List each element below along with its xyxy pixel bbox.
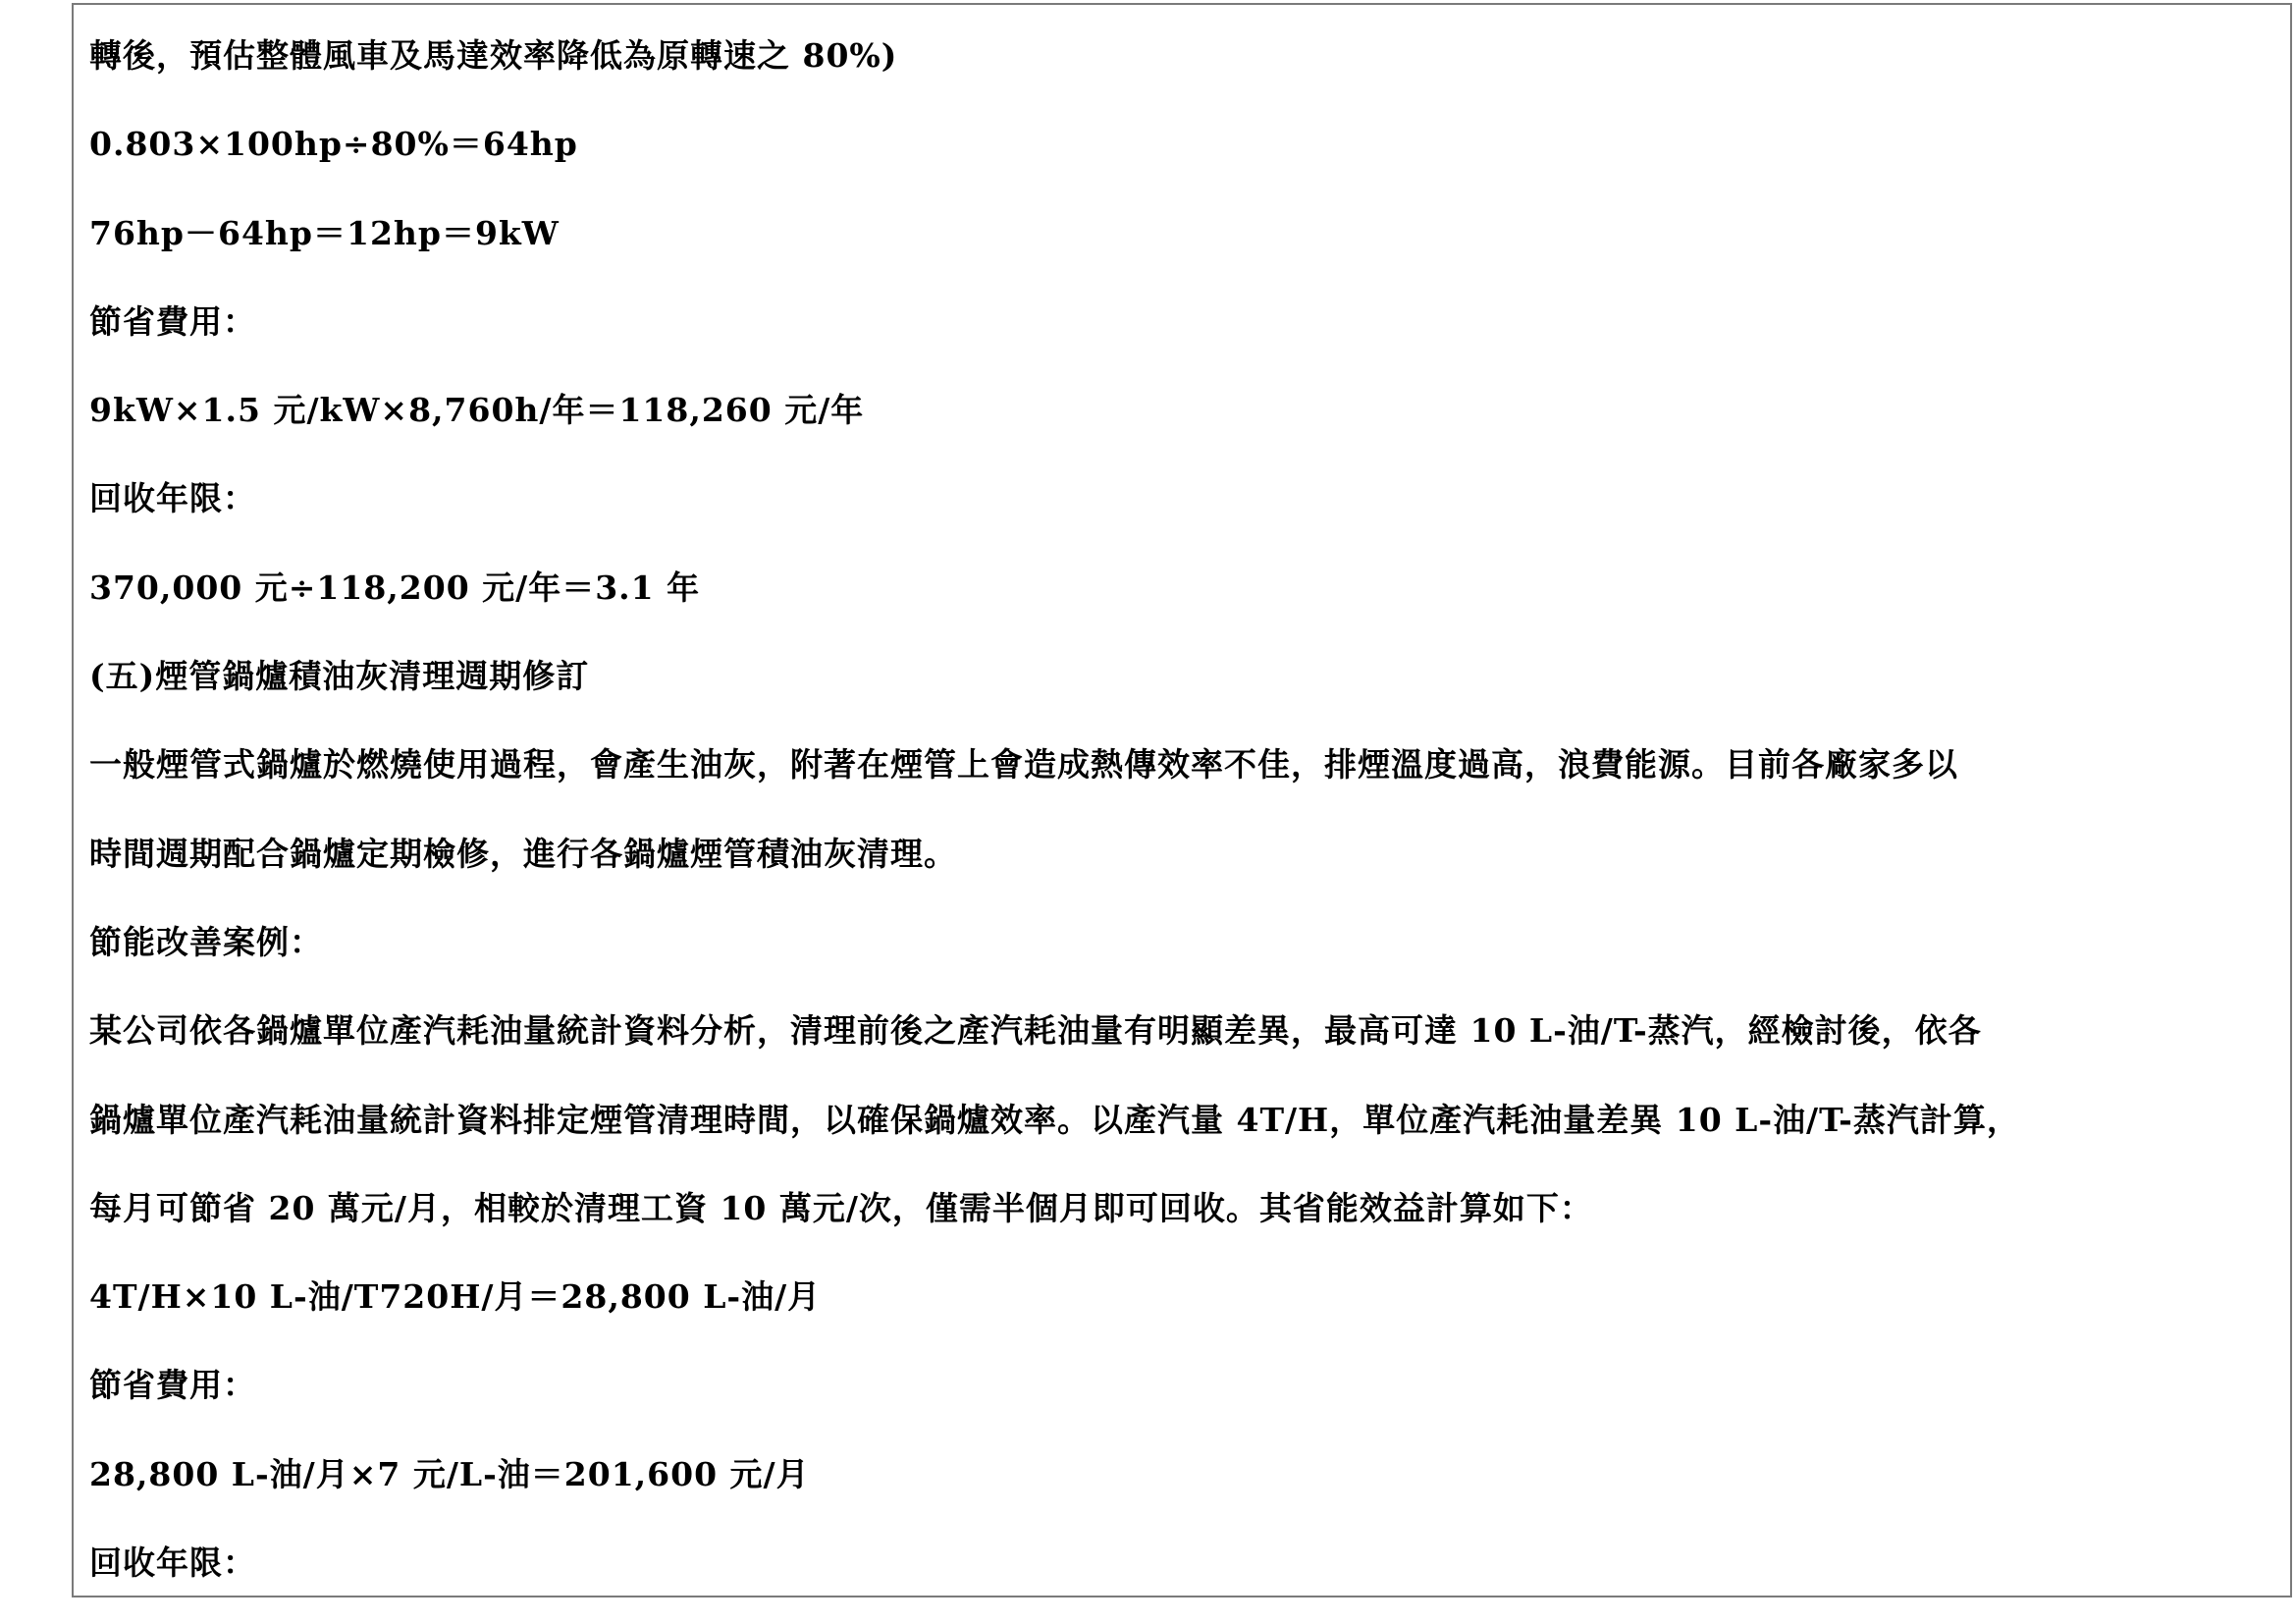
case-line-1: 某公司依各鍋爐單位產汽耗油量統計資料分析，清理前後之產汽耗油量有明顯差異，最高可達 10 L-油/T-蒸汽，經檢討後，依各 <box>89 1011 1982 1051</box>
formula-line-payback: 370,000 元÷118,200 元/年＝3.1 年 <box>89 568 701 607</box>
document-body <box>89 27 2276 1622</box>
text-line-1: 轉後，預估整體風車及馬達效率降低為原轉速之 80%) <box>89 36 898 75</box>
heading-case-study: 節能改善案例： <box>89 922 323 961</box>
paragraph-line-1: 一般煙管式鍋爐於燃燒使用過程，會產生油灰，附著在煙管上會造成熱傳效率不佳，排煙溫度過高，浪費能源。目前各廠家多以 <box>89 745 1958 785</box>
formula-line-efficiency: 0.803×100hp÷80%＝64hp <box>89 125 578 164</box>
section-heading-five: (五)煙管鍋爐積油灰清理週期修訂 <box>89 657 590 696</box>
heading-payback-2: 回收年限： <box>89 1543 256 1583</box>
paragraph-line-2: 時間週期配合鍋爐定期檢修，進行各鍋爐煙管積油灰清理。 <box>89 834 957 873</box>
case-line-3: 每月可節省 20 萬元/月，相較於清理工資 10 萬元/次，僅需半個月即可回收。其省能效益計算如下： <box>89 1188 1593 1227</box>
heading-cost-saving-2: 節省費用： <box>89 1366 256 1405</box>
formula-line-annual-saving: 9kW×1.5 元/kW×8,760h/年＝118,260 元/年 <box>89 391 865 430</box>
case-line-2: 鍋爐單位產汽耗油量統計資料排定煙管清理時間，以確保鍋爐效率。以產汽量 4T/H，單位產汽耗油量差異 10 L-油/T-蒸汽計算， <box>89 1100 2020 1139</box>
formula-line-monthly-saving: 28,800 L-油/月×7 元/L-油＝201,600 元/月 <box>89 1454 810 1493</box>
heading-cost-saving: 節省費用： <box>89 301 256 341</box>
heading-payback: 回收年限： <box>89 479 256 518</box>
formula-line-oil: 4T/H×10 L-油/T720H/月＝28,800 L-油/月 <box>89 1277 822 1317</box>
formula-line-power-saving: 76hp－64hp＝12hp＝9kW <box>89 213 560 252</box>
document-page <box>72 3 2292 1597</box>
